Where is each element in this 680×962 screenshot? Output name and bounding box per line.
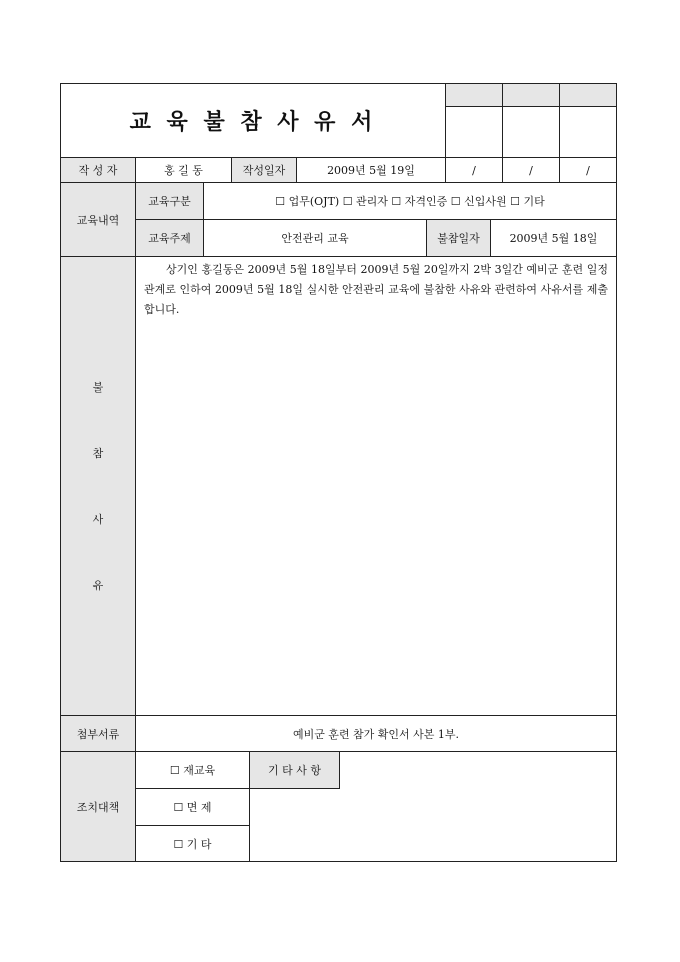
- date-label: [231, 157, 297, 183]
- approval-header-1: [445, 83, 503, 107]
- author-value-text: 홍 길 동: [164, 164, 203, 177]
- education-type-label: [135, 182, 204, 220]
- absence-date-value: [490, 219, 617, 257]
- measures-label: [60, 751, 136, 862]
- education-type-checkboxes[interactable]: ☐ 업무(OJT) ☐ 관리자 ☐ 자격인증 ☐ 신입사원 ☐ 기타: [275, 195, 545, 208]
- education-section-text: 교육내역: [76, 213, 120, 227]
- approval-date-3-text: /: [586, 163, 590, 177]
- measure-exempt-checkbox[interactable]: ☐ 면 제: [173, 801, 212, 814]
- reason-label: [60, 256, 136, 716]
- absence-date-value-text: 2009년 5월 18일: [509, 232, 598, 245]
- approval-date-2: [502, 157, 560, 183]
- education-type-label-text: 교육구분: [148, 195, 191, 208]
- reason-char-4: 유: [92, 579, 104, 592]
- education-type-options[interactable]: [203, 182, 617, 220]
- approval-sign-3: [559, 106, 617, 158]
- reason-text: 상기인 홍길동은 2009년 5월 18일부터 2009년 5월 20일까지 2박 3일간 예비군 훈련 일정 관계로 인하여 2009년 5월 18일 실시한 안전관리 교육에 불참한 사유와 관련하여 사유서를 제출합니다.: [144, 263, 608, 316]
- attachment-value: [135, 715, 617, 752]
- approval-date-3: [559, 157, 617, 183]
- reason-char-1: 불: [92, 381, 104, 394]
- measure-retrain[interactable]: [135, 751, 250, 789]
- other-notes-label: [249, 751, 340, 789]
- attachment-label: [60, 715, 136, 752]
- measure-retrain-checkbox[interactable]: ☐ 재교육: [169, 764, 216, 777]
- approval-sign-1: [445, 106, 503, 158]
- attachment-label-text: 첨부서류: [76, 727, 120, 741]
- education-topic-label: [135, 219, 204, 257]
- author-label-text: 작 성 자: [78, 164, 118, 177]
- education-section-label: [60, 182, 136, 257]
- date-value-text: 2009년 5월 19일: [327, 164, 415, 177]
- measure-other[interactable]: [135, 825, 250, 862]
- absence-date-label: [426, 219, 491, 257]
- approval-date-1-text: /: [472, 163, 476, 177]
- title-cell: [60, 83, 445, 158]
- absence-date-label-text: 불참일자: [437, 232, 480, 245]
- other-notes-label-text: 기 타 사 항: [268, 764, 321, 777]
- approval-date-2-text: /: [529, 163, 533, 177]
- measure-other-checkbox[interactable]: ☐ 기 타: [173, 837, 212, 851]
- approval-header-2: [502, 83, 560, 107]
- measures-label-text: 조치대책: [76, 800, 120, 814]
- reason-body[interactable]: [135, 256, 617, 716]
- approval-sign-2: [502, 106, 560, 158]
- education-topic-value: [203, 219, 427, 257]
- approval-date-1: [445, 157, 503, 183]
- author-value: [135, 157, 232, 183]
- form-title: 교 육 불 참 사 유 서: [129, 109, 377, 135]
- attachment-value-text: 예비군 훈련 참가 확인서 사본 1부.: [292, 727, 460, 741]
- education-topic-value-text: 안전관리 교육: [281, 232, 349, 245]
- education-topic-label-text: 교육주제: [148, 232, 191, 245]
- date-label-text: 작성일자: [242, 164, 286, 177]
- reason-char-2: 참: [92, 447, 104, 460]
- approval-header-3: [559, 83, 617, 107]
- author-label: [60, 157, 136, 183]
- reason-char-3: 사: [92, 513, 104, 526]
- date-value: [296, 157, 446, 183]
- measure-exempt[interactable]: [135, 788, 250, 826]
- absence-reason-form: [60, 83, 617, 862]
